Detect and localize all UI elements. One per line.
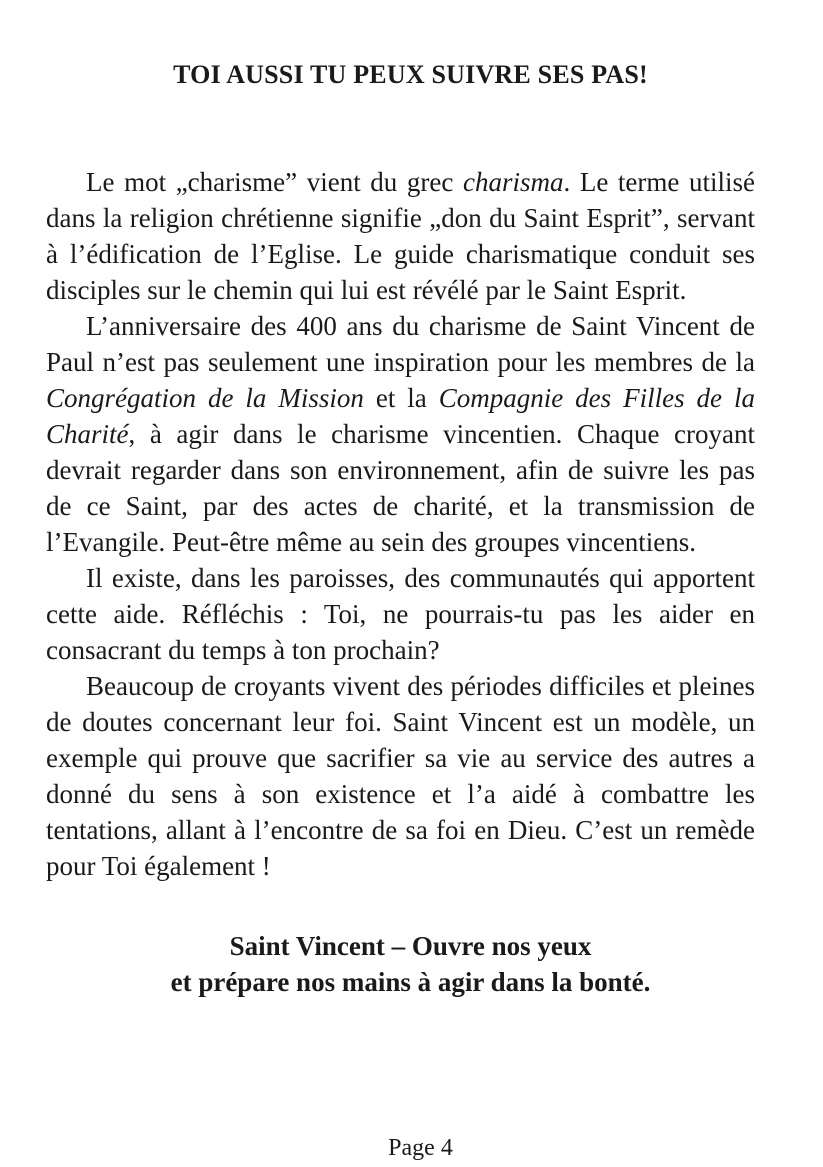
paragraph-1 (46, 164, 755, 308)
closing-prayer (46, 928, 755, 1000)
segment: L’anniversaire des 400 ans du charisme de Saint Vincent de Paul n’est pas seulement une inspiration pour les membres de la (46, 311, 755, 377)
segment: , à agir dans le charisme vincentien. Chaque croyant devrait regarder dans son environnement, afin de suivre les pas de ce Saint, par des actes de charité, et la transmission de l’Evangile. Peut-être même au sein des groupes vincentiens. (46, 419, 755, 557)
paragraph-3 (46, 560, 755, 668)
body-text (46, 164, 755, 884)
page-title: TOI AUSSI TU PEUX SUIVRE SES PAS! (173, 60, 648, 89)
page-number: Page 4 (388, 1135, 453, 1161)
segment: et la (363, 383, 439, 413)
paragraph-4 (46, 668, 755, 884)
segment-italic: Compagnie des Filles de la Charité (46, 383, 755, 449)
segment: . Le terme utilisé dans la religion chrétienne signifie „don du Saint Esprit”, servant à l’édification de l’Eglise. Le guide charismatique conduit ses disciples sur le chemin qui lui est révélé par le Saint Esprit. (46, 167, 755, 305)
segment-italic: charisma (462, 167, 564, 197)
paragraph-2 (46, 308, 755, 560)
segment: Beaucoup de croyants vivent des périodes difficiles et pleines de doutes concernant leur foi. Saint Vincent est un modèle, un exemple qui prouve que sacrifier sa vie au service des autres a donné du sens à son existence et l’a aidé à combattre les tentations, allant à l’encontre de sa foi en Dieu. C’est un remède pour Toi également ! (46, 671, 755, 881)
segment: Le mot „charisme” vient du grec (86, 167, 463, 197)
segment: Il existe, dans les paroisses, des communautés qui apportent cette aide. Réfléchis : Toi, ne pourrais-tu pas les aider en consacrant du temps à ton prochain? (46, 563, 755, 665)
segment-italic: Congrégation de la Mission (46, 383, 364, 413)
closing-line-2: et prépare nos mains à agir dans la bonté. (170, 967, 651, 997)
closing-line-1: Saint Vincent – Ouvre nos yeux (229, 931, 592, 961)
